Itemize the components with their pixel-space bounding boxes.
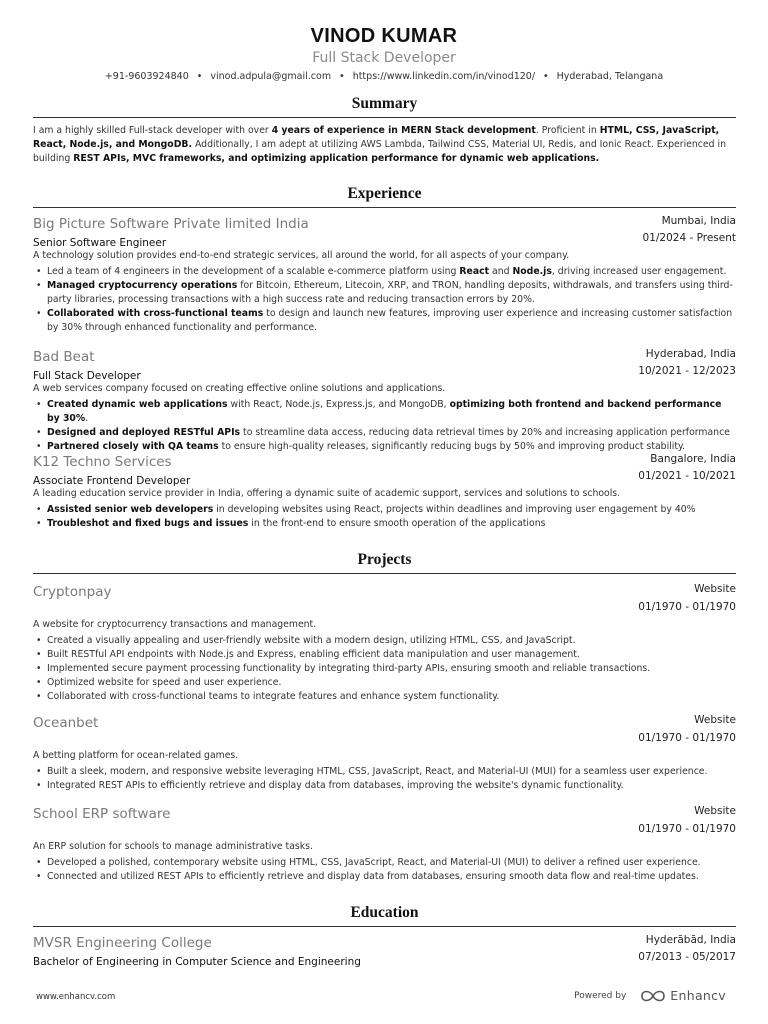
bullet-item: • Collaborated with cross-functional teams to design and launch new features, improving user experience and increasing customer satisfaction by 30% through enhanced functionality and performance. (33, 307, 736, 335)
achievement-list (33, 503, 736, 531)
project-name: Oceanbet (33, 715, 99, 731)
experience-item (33, 346, 736, 454)
project-name: School ERP software (33, 806, 171, 822)
experience-heading: Experience (33, 185, 736, 208)
candidate-role: Full Stack Developer (312, 50, 456, 66)
school-location: Hyderābād, India (645, 934, 736, 946)
summary-section (33, 124, 736, 166)
linkedin-link[interactable]: https://www.linkedin.com/in/vinod120/ (352, 71, 536, 82)
degree-name: Bachelor of Engineering in Computer Science and Engineering (33, 956, 361, 968)
bullet-item: • Created dynamic web applications with React, Node.js, Express.js, and MongoDB, optimizing both frontend and backend performance by 30%. (33, 398, 736, 426)
company-name: Bad Beat (33, 349, 95, 365)
bullet-item: • Integrated REST APIs to efficiently retrieve and display data from databases, improving the website's dynamic functionality. (33, 779, 736, 793)
bullet-item: • Partnered closely with QA teams to ensure high-quality releases, significantly reducing bugs by 50% and improving product stability. (33, 440, 736, 454)
enhancv-logo-icon (640, 989, 666, 1003)
bullet-item: • Built RESTful API endpoints with Node.js and Express, enabling efficient data manipulation and user management. (33, 648, 736, 662)
project-type: Website (694, 714, 736, 726)
summary-heading: Summary (33, 95, 736, 118)
bullet-item: • Assisted senior web developers in developing websites using React, projects within deadlines and improving user engagement by 40% (33, 503, 736, 517)
bullet-item: • Developed a polished, contemporary website using HTML, CSS, JavaScript, React, and Material-UI (MUI) to deliver a refined user experience. (33, 856, 736, 870)
achievement-list (33, 265, 736, 335)
bullet-item: • Built a sleek, modern, and responsive website leveraging HTML, CSS, JavaScript, React, and Material-UI (MUI) for a seamless user experience. (33, 765, 736, 779)
bullet-item: • Troubleshot and fixed bugs and issues in the front-end to ensure smooth operation of the applications (33, 517, 736, 531)
education-item (33, 932, 736, 968)
project-description: A betting platform for ocean-related games. (33, 750, 239, 761)
bullet-item: • Connected and utilized REST APIs to efficiently retrieve and display data from databases, ensuring smooth data flow and real-time updates. (33, 870, 736, 884)
project-item (33, 712, 736, 793)
project-dates: 01/1970 - 01/1970 (638, 601, 736, 613)
job-dates: 10/2021 - 12/2023 (638, 365, 736, 377)
company-description: A web services company focused on creating effective online solutions and applications. (33, 383, 446, 394)
location-text: Hyderabad, Telangana (556, 71, 664, 82)
company-description: A technology solution provides end-to-end strategic services, all around the world, for all aspects of your company. (33, 250, 570, 261)
project-type: Website (694, 583, 736, 595)
project-bullets (33, 765, 736, 793)
project-bullets (33, 856, 736, 884)
project-description: A website for cryptocurrency transactions and management. (33, 619, 317, 630)
experience-item (33, 451, 736, 531)
email-link[interactable]: vinod.adpula@gmail.com (210, 71, 332, 82)
bullet-item: • Created a visually appealing and user-friendly website with a modern design, utilizing HTML, CSS, and JavaScript. (33, 634, 736, 648)
project-dates: 01/1970 - 01/1970 (638, 823, 736, 835)
contact-separator: • (339, 71, 345, 82)
bullet-item: • Optimized website for speed and user experience. (33, 676, 736, 690)
footer-branding (574, 988, 726, 1003)
job-title: Senior Software Engineer (33, 237, 167, 249)
contact-line (0, 70, 768, 84)
contact-separator: • (196, 71, 203, 82)
candidate-name: VINOD KUMAR (310, 25, 458, 47)
enhancv-brand-link[interactable] (640, 988, 726, 1003)
project-bullets (33, 634, 736, 704)
bullet-item: • Implemented secure payment processing functionality by integrating third-party APIs, ensuring smooth and reliable transactions. (33, 662, 736, 676)
job-dates: 01/2021 - 10/2021 (638, 470, 736, 482)
job-location: Bangalore, India (650, 453, 736, 465)
job-location: Mumbai, India (661, 215, 736, 227)
job-title: Associate Frontend Developer (33, 475, 191, 487)
project-item (33, 803, 736, 884)
footer-website-link[interactable]: www.enhancv.com (36, 992, 116, 1002)
project-type: Website (694, 805, 736, 817)
bullet-item: • Led a team of 4 engineers in the development of a scalable e-commerce platform using React and Node.js, driving increased user engagement. (33, 265, 736, 279)
achievement-list (33, 398, 736, 454)
bullet-item: • Designed and deployed RESTful APIs to streamline data access, reducing data retrieval times by 20% and increasing application performance (33, 426, 736, 440)
education-dates: 07/2013 - 05/2017 (638, 951, 736, 963)
company-name: K12 Techno Services (33, 454, 172, 470)
project-description: An ERP solution for schools to manage administrative tasks. (33, 841, 313, 852)
school-name: MVSR Engineering College (33, 935, 212, 951)
project-item (33, 581, 736, 704)
company-description: A leading education service provider in India, offering a dynamic suite of academic support, services and solutions to schools. (33, 488, 621, 499)
phone-number[interactable]: +91-9603924840 (104, 71, 189, 82)
job-title: Full Stack Developer (33, 370, 141, 382)
job-dates: 01/2024 - Present (642, 232, 736, 244)
summary-text: I am a highly skilled Full-stack developer with over 4 years of experience in MERN Stack development. Proficient in HTML, CSS, JavaScript, React, Node.js, and MongoDB. Additionally, I am adept at utilizing AWS Lambda, Tailwind CSS, Material UI, Redis, and Ionic React. Experienced in building REST APIs, MVC frameworks, and optimizing application performance for dynamic web applications. (33, 125, 726, 164)
contact-separator: • (543, 71, 549, 82)
powered-by-label: Powered by (574, 990, 627, 1001)
resume-header (0, 24, 768, 84)
project-dates: 01/1970 - 01/1970 (638, 732, 736, 744)
project-name: Cryptonpay (33, 584, 112, 600)
experience-item (33, 213, 736, 335)
brand-name: Enhancv (670, 988, 726, 1003)
education-heading: Education (33, 904, 736, 927)
projects-heading: Projects (33, 551, 736, 574)
company-name: Big Picture Software Private limited India (33, 216, 309, 232)
bullet-item: • Collaborated with cross-functional teams to integrate features and enhance system functionality. (33, 690, 736, 704)
job-location: Hyderabad, India (645, 348, 736, 360)
bullet-item: • Managed cryptocurrency operations for Bitcoin, Ethereum, Litecoin, XRP, and TRON, handling deposits, withdrawals, and transfers using third-party libraries, processing transactions with a high success rate and reducing transaction errors by 20%. (33, 279, 736, 307)
